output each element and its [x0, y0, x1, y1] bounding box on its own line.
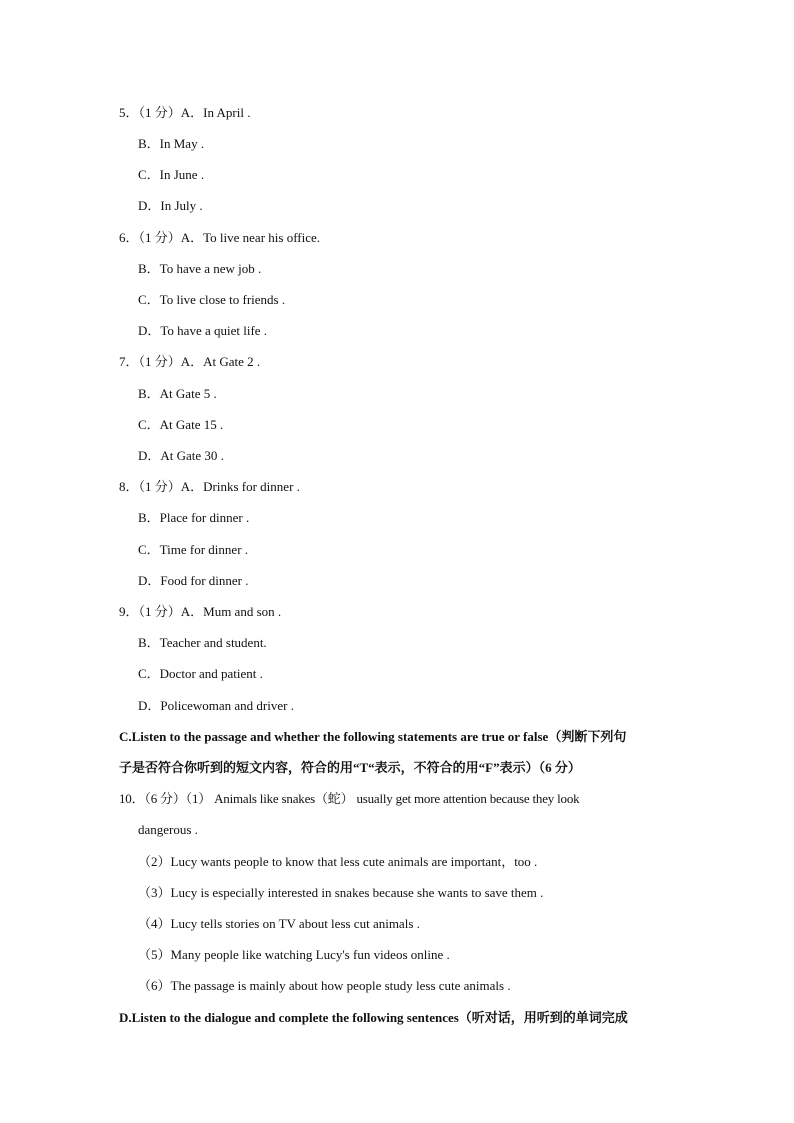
- section-d-heading-line1: D.Listen to the dialogue and complete the following sentences（听对话，用听到的单词完成: [119, 1010, 628, 1025]
- question-5-option-d: D．In July .: [138, 198, 203, 213]
- question-5-option-b: B．In May .: [138, 136, 205, 151]
- question-10-statement-5: （5）Many people like watching Lucy's fun videos online .: [138, 947, 450, 962]
- question-8-option-b: B．Place for dinner .: [138, 510, 250, 525]
- section-c-heading-line2: 子是否符合你听到的短文内容，符合的用“T“表示，不符合的用“F”表示）（6 分）: [119, 760, 581, 775]
- question-6-option-b: B．To have a new job .: [138, 261, 262, 276]
- question-8-stem: 8．（1 分）A．Drinks for dinner .: [119, 479, 300, 494]
- question-7-option-d: D．At Gate 30 .: [138, 448, 224, 463]
- question-10-statement-1: 10．（6 分）（1） Animals like snakes（蛇） usually get more attention because they look: [119, 791, 580, 806]
- question-7-option-c: C．At Gate 15 .: [138, 417, 224, 432]
- question-10-statement-2: （2）Lucy wants people to know that less cute animals are important，too .: [138, 854, 538, 869]
- question-10-statement-6: （6）The passage is mainly about how people study less cute animals .: [138, 978, 511, 993]
- section-c-heading-line1: C.Listen to the passage and whether the following statements are true or false（判断下列句: [119, 729, 627, 744]
- question-7-stem: 7．（1 分）A．At Gate 2 .: [119, 354, 261, 369]
- question-6-option-c: C．To live close to friends .: [138, 292, 286, 307]
- question-6-stem: 6．（1 分）A．To live near his office.: [119, 230, 321, 245]
- question-10-statement-3: （3）Lucy is especially interested in snakes because she wants to save them .: [138, 885, 544, 900]
- question-5-option-c: C．In June .: [138, 167, 205, 182]
- question-5-stem: 5．（1 分）A．In April .: [119, 105, 251, 120]
- question-8-option-d: D．Food for dinner .: [138, 573, 249, 588]
- question-6-option-d: D．To have a quiet life .: [138, 323, 268, 338]
- question-9-stem: 9．（1 分）A．Mum and son .: [119, 604, 282, 619]
- question-10-statement-1-continuation: dangerous .: [138, 822, 198, 837]
- question-9-option-d: D．Policewoman and driver .: [138, 698, 294, 713]
- question-9-option-b: B．Teacher and student.: [138, 635, 267, 650]
- question-7-option-b: B．At Gate 5 .: [138, 386, 217, 401]
- question-9-option-c: C．Doctor and patient .: [138, 666, 263, 681]
- question-10-statement-4: （4）Lucy tells stories on TV about less cut animals .: [138, 916, 420, 931]
- question-8-option-c: C．Time for dinner .: [138, 542, 249, 557]
